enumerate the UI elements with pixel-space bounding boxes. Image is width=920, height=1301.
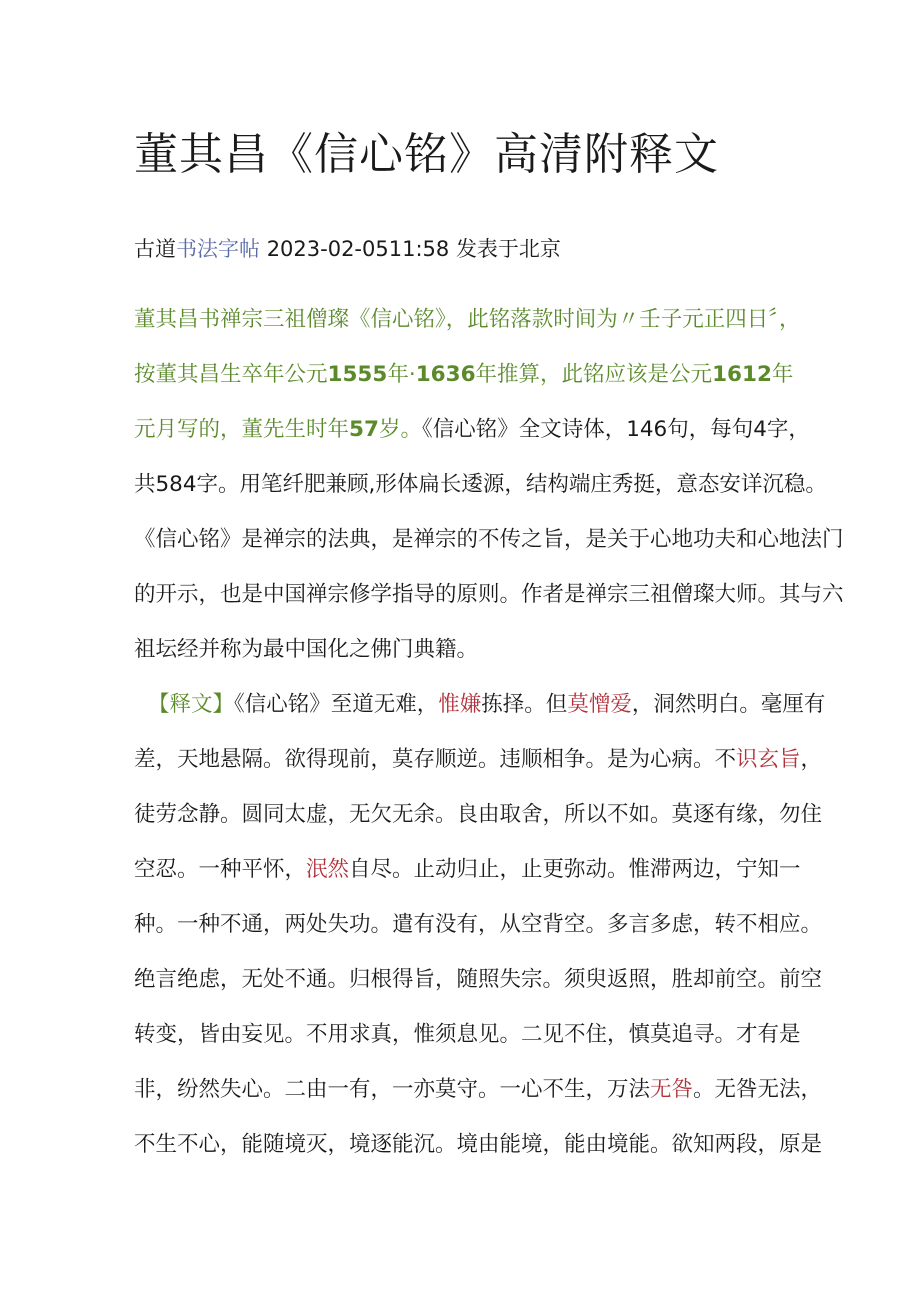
text-span: 元月写的，董先生时年: [134, 417, 350, 442]
text-span: 董其昌书禅宗三祖僧璨《信心铭》，此铭落款时间为〃壬子元正四日〞，: [134, 307, 801, 332]
shiwen-tag: 【释文】: [148, 692, 235, 717]
highlight-term: 惟嫌: [438, 692, 482, 717]
article-body: [134, 298, 844, 1178]
intro-line: 的开示，也是中国禅宗修学指导的原则。作者是禅宗三祖僧璨大师。其与六: [134, 582, 844, 607]
text-span: 年推算，此铭应该是公元: [475, 362, 713, 387]
intro-line: 祖坛经并称为最中国化之佛门典籍。: [134, 637, 479, 662]
text-span: 空忍。一种平怀，: [134, 857, 307, 882]
intro-line: [134, 408, 844, 463]
text-span: 非，纷然失心。二由一有，一亦莫守。一心不生，万法: [134, 1077, 651, 1102]
text-span: 按董其昌生卒年公元: [134, 362, 328, 387]
intro-line: 《信心铭》是禅宗的法典，是禅宗的不传之旨，是关于心地功夫和心地法门: [134, 527, 844, 552]
publish-datetime: 2023-02-0511:58: [266, 237, 450, 261]
text-span: 自尽。止动归止，止更弥动。惟滞两边，宁知一: [349, 857, 801, 882]
highlight-term: 识玄旨: [736, 747, 801, 772]
year-birth: 1555: [327, 362, 388, 387]
text-span: 拣择。但: [481, 692, 568, 717]
text-span: 岁。: [378, 417, 422, 442]
text-span: ，洞然明白。毫厘有: [631, 692, 826, 717]
shiwen-line: [134, 1068, 844, 1123]
publish-location: 发表于北京: [455, 237, 561, 261]
shiwen-line: 种。一种不通，两处失功。遣有没有，从空背空。多言多虑，转不相应。: [134, 912, 823, 937]
page-title: 董其昌《信心铭》高清附释文: [134, 129, 719, 180]
text-span: 《信心铭》全文诗体，146句，每句4字，: [421, 417, 810, 442]
shiwen-line: 转变，皆由妄见。不用求真，惟须息见。二见不住，慎莫追寻。才有是: [134, 1022, 801, 1047]
year-written: 1612: [712, 362, 772, 387]
intro-line: 共584字。用笔纤肥兼顾,形体扁长逶源，结构端庄秀挺，意态安详沉稳。: [134, 472, 827, 497]
age: 57: [349, 417, 379, 442]
text-span: 年·: [387, 362, 416, 387]
shiwen-line: 不生不心，能随境灭，境逐能沉。境由能境，能由境能。欲知两段，原是: [134, 1132, 823, 1157]
text-span: 《信心铭》至道无难，: [234, 692, 439, 717]
author: 古道: [134, 237, 176, 261]
text-span: 年: [771, 362, 794, 387]
shiwen-line: 绝言绝虑，无处不通。归根得旨，随照失宗。须臾返照，胜却前空。前空: [134, 967, 823, 992]
shiwen-line: [134, 848, 844, 903]
highlight-term: 莫憎爱: [567, 692, 632, 717]
shiwen-line: [134, 738, 844, 793]
text-span: 。无咎无法，: [693, 1077, 823, 1102]
category-link[interactable]: 书法字帖: [176, 237, 260, 261]
intro-line: [134, 353, 844, 408]
shiwen-line: [134, 683, 844, 738]
year-death: 1636: [415, 362, 476, 387]
text-span: ，: [800, 747, 823, 772]
shiwen-line: 徒劳念静。圆同太虚，无欠无余。良由取舍，所以不如。莫逐有缘，勿住: [134, 802, 823, 827]
highlight-term: 无咎: [650, 1077, 694, 1102]
article-meta: [134, 233, 561, 263]
intro-line: [134, 298, 844, 353]
highlight-term: 泯然: [306, 857, 350, 882]
text-span: 差，天地悬隔。欲得现前，莫存顺逆。违顺相争。是为心病。不: [134, 747, 737, 772]
